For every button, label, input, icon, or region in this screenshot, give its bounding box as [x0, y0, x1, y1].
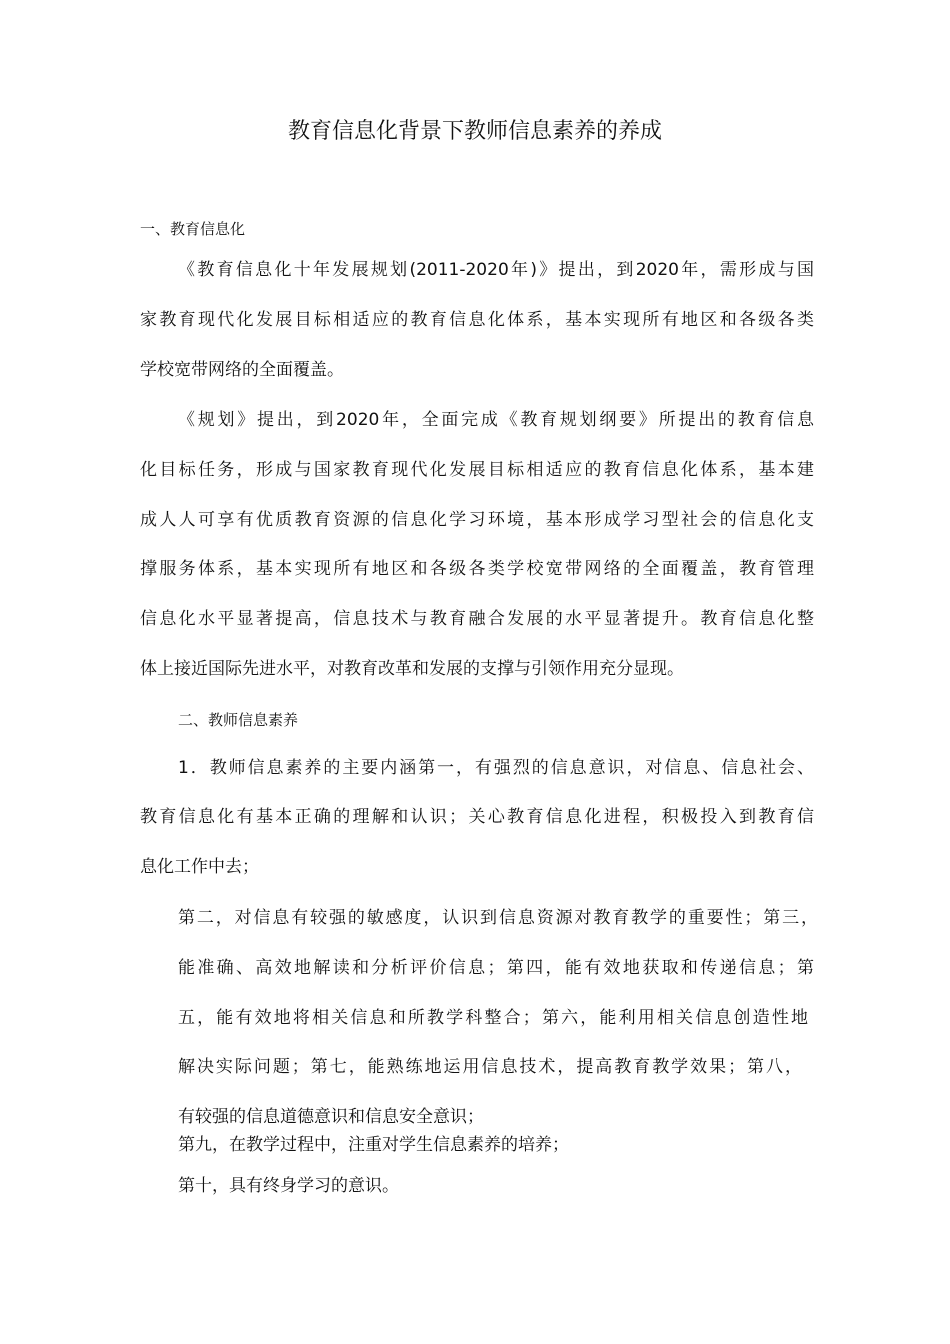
paragraph-2-line-1: 《规划》提出，到2020年，全面完成《教育规划纲要》所提出的教育信息: [178, 410, 814, 430]
section-heading-1: 一、教育信息化: [140, 220, 246, 238]
paragraph-1-line-2: 家教育现代化发展目标相适应的教育信息化体系，基本实现所有地区和各级各类: [140, 310, 814, 330]
section-heading-2: 二、教师信息素养: [178, 711, 299, 729]
paragraph-4-line-2: 能准确、高效地解读和分析评价信息；第四，能有效地获取和传递信息；第: [178, 958, 814, 978]
paragraph-1-line-1: 《教育信息化十年发展规划(2011-2020年)》提出，到2020年，需形成与国: [178, 260, 814, 280]
paragraph-3-line-3: 息化工作中去；: [140, 857, 259, 877]
paragraph-4-line-5: 有较强的信息道德意识和信息安全意识；: [178, 1107, 484, 1127]
paragraph-4-line-1: 第二，对信息有较强的敏感度，认识到信息资源对教育教学的重要性；第三，: [178, 908, 818, 928]
paragraph-2-line-4: 撑服务体系，基本实现所有地区和各级各类学校宽带网络的全面覆盖，教育管理: [140, 559, 814, 579]
paragraph-2-line-3: 成人人可享有优质教育资源的信息化学习环境，基本形成学习型社会的信息化支: [140, 510, 814, 530]
paragraph-2-line-2: 化目标任务，形成与国家教育现代化发展目标相适应的教育信息化体系，基本建: [140, 460, 814, 480]
paragraph-3-line-2: 教育信息化有基本正确的理解和认识；关心教育信息化进程，积极投入到教育信: [140, 807, 814, 827]
paragraph-2-line-6: 体上接近国际先进水平，对教育改革和发展的支撑与引领作用充分显现。: [140, 659, 684, 679]
paragraph-4-line-3: 五，能有效地将相关信息和所教学科整合；第六，能利用相关信息创造性地: [178, 1008, 808, 1028]
paragraph-4-line-6: 第九，在教学过程中，注重对学生信息素养的培养；: [178, 1135, 569, 1155]
document-title: 教育信息化背景下教师信息素养的养成: [287, 119, 662, 144]
paragraph-3-line-1: 1．教师信息素养的主要内涵第一，有强烈的信息意识，对信息、信息社会、: [178, 758, 814, 778]
paragraph-4-line-4: 解决实际问题；第七，能熟练地运用信息技术，提高教育教学效果；第八，: [178, 1057, 802, 1077]
paragraph-1-line-3: 学校宽带网络的全面覆盖。: [140, 360, 344, 380]
paragraph-2-line-5: 信息化水平显著提高，信息技术与教育融合发展的水平显著提升。教育信息化整: [140, 609, 814, 629]
paragraph-4-line-7: 第十，具有终身学习的意识。: [178, 1176, 399, 1196]
